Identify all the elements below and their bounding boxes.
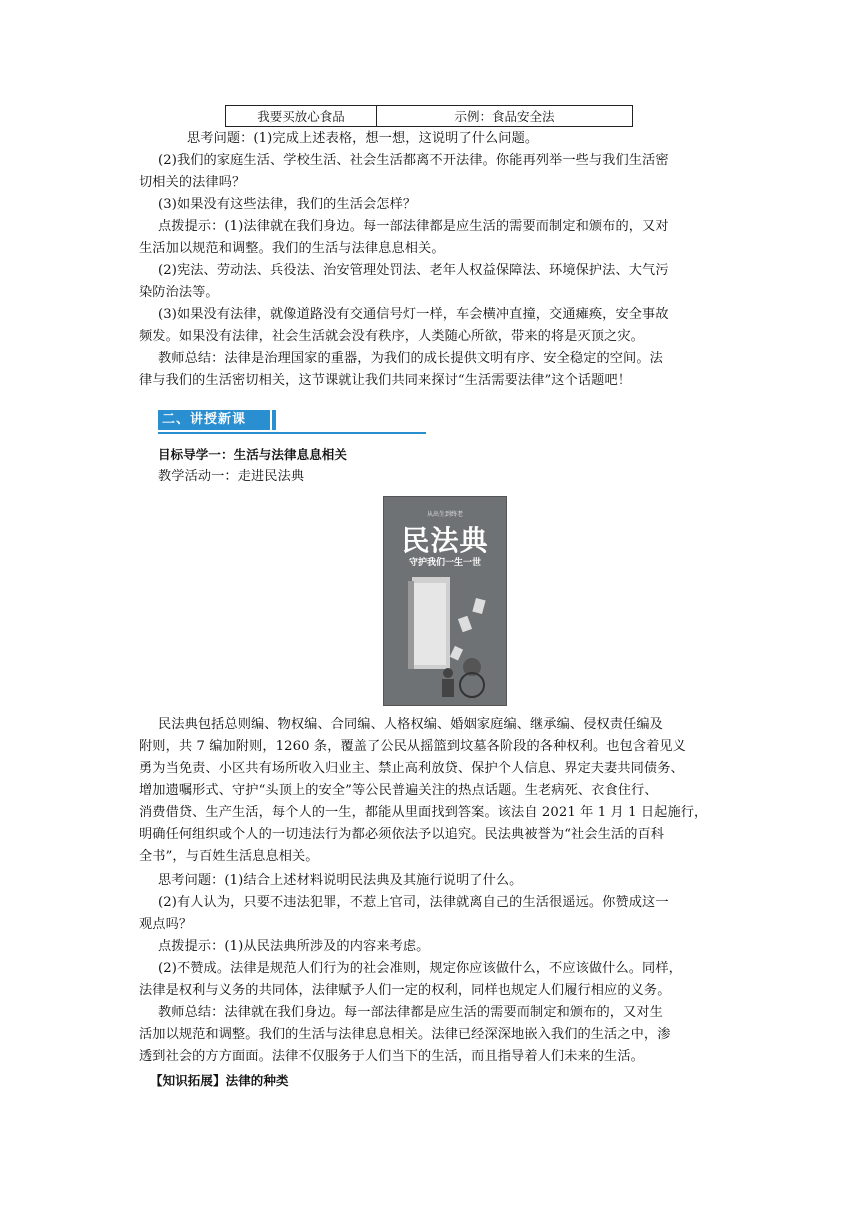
civil-code-cover-image xyxy=(383,496,507,706)
paragraph-line: 教师总结：法律是治理国家的重器，为我们的成长提供文明有序、安全稳定的空间。法 xyxy=(158,351,663,366)
paragraph-line: 活加以规范和调整。我们的生活与法律息息相关。法律已经深深地嵌入我们的生活之中，渗 xyxy=(139,1027,671,1042)
cover-subtitle: 从出生到终老 xyxy=(426,511,463,518)
banner-underline xyxy=(158,432,426,434)
cover-slogan: 守护我们一生一世 xyxy=(408,558,481,568)
paragraph-line: 勇为当免责、小区共有场所收入归业主、禁止高利放贷、保护个人信息、界定夫妻共同债务、 xyxy=(139,761,684,776)
paragraph-line: 透到社会的方方面面。法律不仅服务于人们当下的生活，而且指导着人们未来的生活。 xyxy=(139,1049,644,1064)
cover-title: 民法典 xyxy=(401,524,489,557)
example-table-row xyxy=(225,105,633,127)
paragraph-line: 法律是权利与义务的共同体，法律赋予人们一定的权利，同样也规定人们履行相应的义务。 xyxy=(139,983,671,998)
paragraph-line: 律与我们的生活密切相关，这节课就让我们共同来探讨“生活需要法律”这个话题吧！ xyxy=(139,373,632,388)
paragraph-line: 点拨提示：(1)法律就在我们身边。每一部法律都是应生活的需要而制定和颁布的，又对 xyxy=(158,219,669,234)
paragraph-line: (2)我们的家庭生活、学校生活、社会生活都离不开法律。你能再列举一些与我们生活密 xyxy=(158,153,669,168)
goal-heading: 目标导学一：生活与法律息息相关 xyxy=(158,447,348,462)
paragraph-line: 消费借贷、生产生活，每个人的一生，都能从里面找到答案。该法自 2021 年 1 月 1 日起施行， xyxy=(139,805,708,820)
knowledge-extension-heading: 【知识拓展】法律的种类 xyxy=(150,1073,289,1088)
activity-heading: 教学活动一：走进民法典 xyxy=(158,469,305,484)
table-cell: 示例：食品安全法 xyxy=(454,109,555,124)
paragraph-line: 频发。如果没有法律，社会生活就会没有秩序，人类随心所欲，带来的将是灭顶之灾。 xyxy=(139,329,644,344)
paragraph-line: (3)如果没有法律，就像道路没有交通信号灯一样，车会横冲直撞，交通瘫痪，安全事故 xyxy=(158,307,669,322)
paragraph-line: (2)有人认为，只要不违法犯罪，不惹上官司，法律就离自己的生活很遥远。你赞成这一 xyxy=(158,895,669,910)
section-title: 二、讲授新课 xyxy=(158,410,270,430)
paragraph-line: (3)如果没有这些法律，我们的生活会怎样？ xyxy=(158,197,417,212)
paragraph-line: 民法典包括总则编、物权编、合同编、人格权编、婚姻家庭编、继承编、侵权责任编及 xyxy=(158,717,663,732)
paragraph-line: 全书”，与百姓生活息息相关。 xyxy=(139,849,319,864)
paragraph-line: 明确任何组织或个人的一切违法行为都必须依法予以追究。民法典被誉为“社会生活的百科 xyxy=(139,827,665,842)
paragraph-line: 点拨提示：(1)从民法典所涉及的内容来考虑。 xyxy=(158,939,430,954)
section-banner xyxy=(158,408,426,436)
paragraph-line: 生活加以规范和调整。我们的生活与法律息息相关。 xyxy=(139,241,445,256)
paragraph-line: 切相关的法律吗？ xyxy=(139,175,246,190)
paragraph-line: (2)不赞成。法律是规范人们行为的社会准则，规定你应该做什么，不应该做什么。同样， xyxy=(158,961,682,976)
paragraph-line: 思考问题：(1)完成上述表格，想一想，这说明了什么问题。 xyxy=(187,131,539,146)
paragraph-line: 思考问题：(1)结合上述材料说明民法典及其施行说明了什么。 xyxy=(158,873,523,888)
paragraph-line: 附则，共 7 编加附则，1260 条，覆盖了公民从摇篮到坟墓各阶段的各种权利。也包含着见义 xyxy=(139,739,686,754)
table-cell: 我要买放心食品 xyxy=(226,106,377,126)
paragraph-line: 观点吗？ xyxy=(139,917,193,932)
paragraph-line: 教师总结：法律就在我们身边。每一部法律都是应生活的需要而制定和颁布的，又对生 xyxy=(158,1005,663,1020)
paragraph-line: 染防治法等。 xyxy=(139,285,219,300)
paragraph-line: 增加遗嘱形式、守护“头顶上的安全”等公民普遍关注的热点话题。生老病死、衣食住行、 xyxy=(139,783,658,798)
banner-bar xyxy=(272,410,276,430)
paragraph-line: (2)宪法、劳动法、兵役法、治安管理处罚法、老年人权益保障法、环境保护法、大气污 xyxy=(158,263,669,278)
